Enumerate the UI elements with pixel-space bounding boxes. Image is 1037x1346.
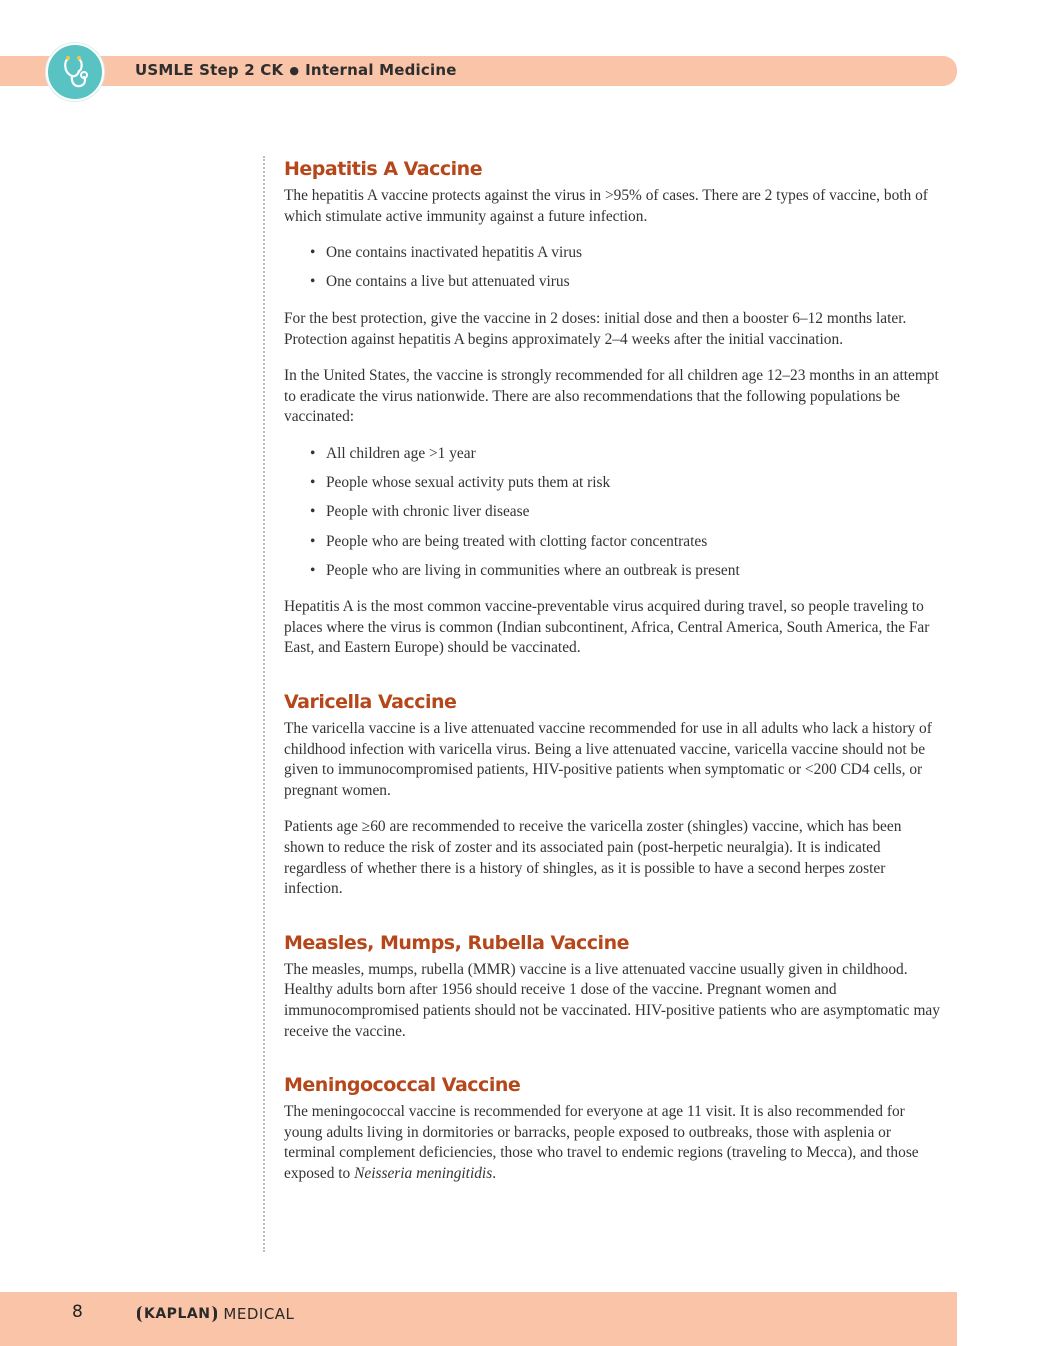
- brand-medical: MEDICAL: [223, 1305, 295, 1323]
- running-header: [135, 61, 457, 79]
- list-item: • One contains inactivated hepatitis A virus: [310, 243, 944, 264]
- paragraph: For the best protection, give the vaccine in 2 doses: initial dose and then a booster 6–12 months later. Protection against hepatitis A begins approximately 2–4 weeks after the initial vaccination.: [284, 309, 907, 348]
- paragraph: [284, 1102, 944, 1184]
- section-heading: Meningococcal Vaccine: [284, 1074, 521, 1097]
- publisher-logo: [137, 1305, 294, 1323]
- text-run: The meningococcal vaccine is recommended for everyone at age 11 visit. It is also recommended for young adults living in dormitories or barracks, people exposed to outbreaks, those with asplenia or terminal complement deficiencies, those who travel to endemic regions (traveling to Mecca), and those exposed to: [284, 1103, 919, 1182]
- list-item: • People who are living in communities where an outbreak is present: [310, 561, 944, 582]
- section-mmr: [284, 930, 944, 1042]
- text-run: .: [492, 1164, 497, 1182]
- paragraph: In the United States, the vaccine is strongly recommended for all children age 12–23 months in an attempt to eradicate the virus nationwide. There are also recommendations that the following populations be vaccinated:: [284, 367, 939, 426]
- main-content: [284, 156, 944, 1185]
- bullet-list: [284, 243, 944, 293]
- book-title: USMLE Step 2 CK: [135, 61, 284, 79]
- section-heading: Varicella Vaccine: [284, 691, 457, 714]
- section-heading: Hepatitis A Vaccine: [284, 158, 483, 180]
- section-meningococcal: [284, 1072, 944, 1184]
- margin-rule: [263, 156, 265, 1252]
- bullet-list: [284, 444, 944, 581]
- paragraph: The varicella vaccine is a live attenuated vaccine recommended for use in all adults who lack a history of childhood infection with varicella virus. Being a live attenuated vaccine, varicella vaccine should not be given to immunocompromised patients, HIV-positive patients when symptomatic or <200 CD4 cells, or pregnant women.: [284, 720, 932, 799]
- page-number: 8: [72, 1302, 83, 1322]
- paragraph: The hepatitis A vaccine protects against the virus in >95% of cases. There are 2 types of vaccine, both of which stimulate active immunity against a future infection.: [284, 187, 928, 225]
- paragraph: Patients age ≥60 are recommended to receive the varicella zoster (shingles) vaccine, which has been shown to reduce the risk of zoster and its associated pain (post-herpetic neuralgia). It is indicated regardless of whether there is a history of shingles, as it is possible to have a second herpes zoster infection.: [284, 818, 902, 898]
- section-varicella: [284, 689, 944, 900]
- subject-title: Internal Medicine: [305, 61, 457, 79]
- list-item: • People with chronic liver disease: [310, 502, 944, 523]
- paragraph: Hepatitis A is the most common vaccine-preventable virus acquired during travel, so people traveling to places where the virus is common (Indian subcontinent, Africa, Central America, South America, the Far East, and Eastern Europe) should be vaccinated.: [284, 598, 930, 657]
- section-heading: Measles, Mumps, Rubella Vaccine: [284, 931, 629, 954]
- list-item: • All children age >1 year: [310, 444, 944, 465]
- list-item: • One contains a live but attenuated virus: [310, 272, 944, 293]
- list-item: • People whose sexual activity puts them at risk: [310, 473, 944, 494]
- stethoscope-icon: [46, 43, 104, 101]
- organism-name: Neisseria meningitidis: [354, 1164, 493, 1182]
- header-separator: ●: [289, 64, 300, 77]
- paragraph: The measles, mumps, rubella (MMR) vaccine is a live attenuated vaccine usually given in childhood. Healthy adults born after 1956 should receive 1 dose of the vaccine. Pregnant women and immunocompromised patients should not be vaccinated. HIV-positive patients who are asymptomatic may receive the vaccine.: [284, 960, 940, 1040]
- brand-kaplan: KAPLAN: [137, 1306, 217, 1322]
- list-item: • People who are being treated with clotting factor concentrates: [310, 532, 944, 553]
- section-hepatitis-a: [284, 156, 944, 659]
